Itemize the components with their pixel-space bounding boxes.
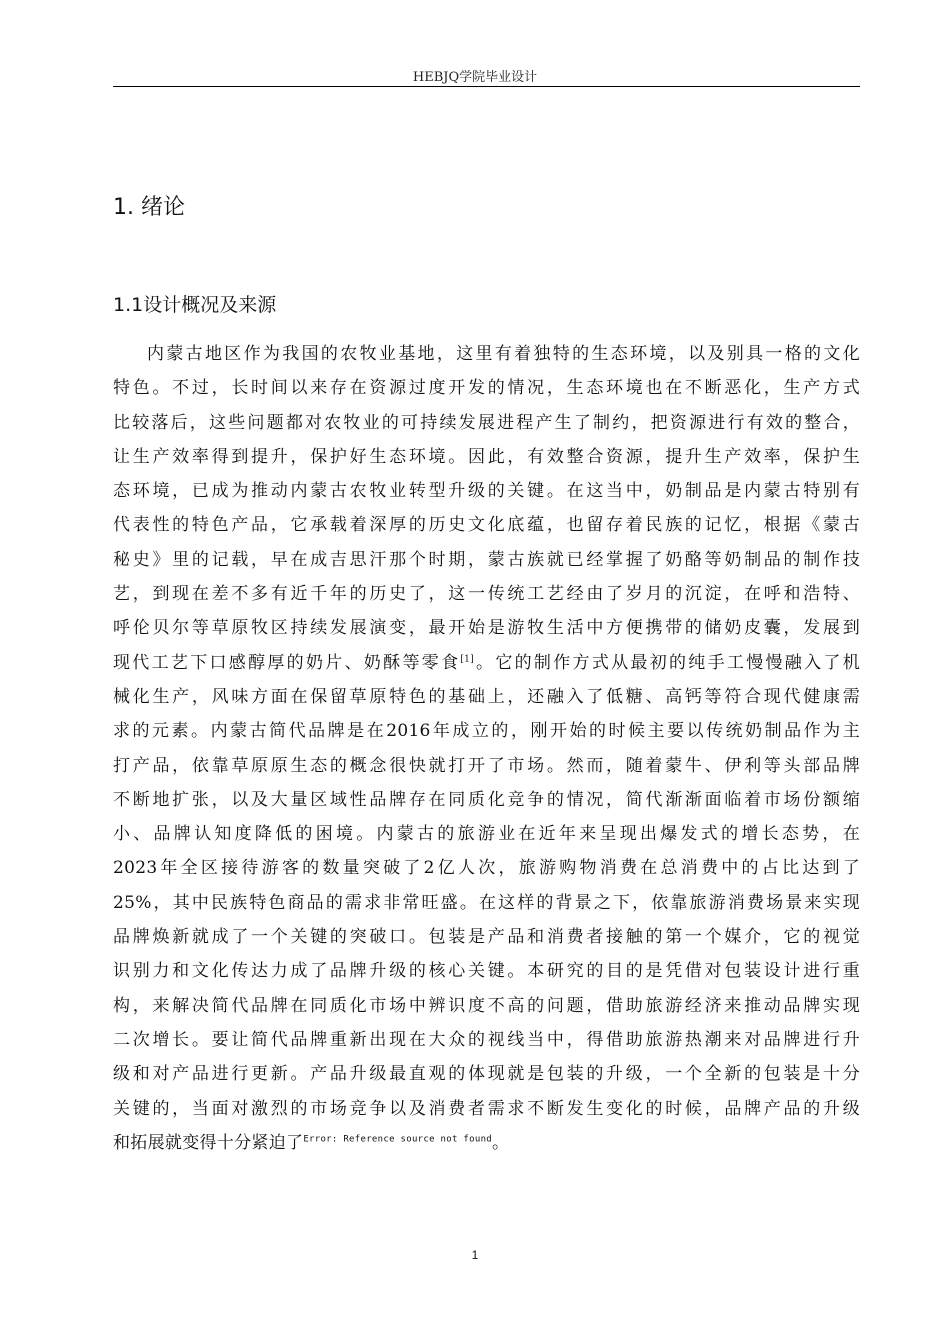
paragraph-line: 比较落后，这些问题都对农牧业的可持续发展进程产生了制约，把资源进行有效的整合， bbox=[113, 412, 860, 433]
paragraph-line: 代表性的特色产品，它承载着深厚的历史文化底蕴，也留存着民族的记忆，根据《蒙古 bbox=[113, 515, 860, 536]
reference-error-field[interactable]: Error: Reference source not found bbox=[303, 1134, 493, 1145]
citation-ref[interactable]: [1] bbox=[460, 654, 475, 665]
paragraph-line: 内蒙古地区作为我国的农牧业基地，这里有着独特的生态环境，以及别具一格的文化 bbox=[147, 344, 860, 364]
chapter-heading: 1. 绪论 bbox=[113, 195, 185, 220]
paragraph-line: 态环境，已成为推动内蒙古农牧业转型升级的关键。在这当中，奶制品是内蒙古特别有 bbox=[113, 481, 860, 502]
paragraph-line: 打产品，依靠草原原生态的概念很快就打开了市场。然而，随着蒙牛、伊利等头部品牌 bbox=[113, 755, 860, 776]
paragraph-line: 械化生产，风味方面在保留草原特色的基础上，还融入了低糖、高钙等符合现代健康需 bbox=[113, 686, 860, 707]
paragraph-end-punct: 。 bbox=[492, 1132, 510, 1153]
paragraph-line: 呼伦贝尔等草原牧区持续发展演变，最开始是游牧生活中方便携带的储奶皮囊，发展到 bbox=[113, 618, 860, 639]
paragraph-line: 25%，其中民族特色商品的需求非常旺盛。在这样的背景之下，依靠旅游消费场景来实现 bbox=[113, 892, 860, 913]
paragraph-line: 级和对产品进行更新。产品升级最直观的体现就是包装的升级，一个全新的包装是十分 bbox=[113, 1064, 860, 1085]
paragraph-line-with-citation bbox=[113, 646, 860, 680]
header-divider bbox=[113, 86, 860, 87]
paragraph-line: 不断地扩张，以及大量区域性品牌存在同质化竞争的情况，简代渐渐面临着市场份额缩 bbox=[113, 789, 860, 810]
paragraph-line: 识别力和文化传达力成了品牌升级的核心关键。本研究的目的是凭借对包装设计进行重 bbox=[113, 961, 860, 982]
paragraph-line: 小、品牌认知度降低的困境。内蒙古的旅游业在近年来呈现出爆发式的增长态势，在 bbox=[113, 824, 860, 845]
paragraph-last-line bbox=[113, 1126, 860, 1160]
paragraph-line: 关键的，当面对激烈的市场竞争以及消费者需求不断发生变化的时候，品牌产品的升级 bbox=[113, 1098, 860, 1119]
paragraph-line: 求的元素。内蒙古简代品牌是在2016年成立的，刚开始的时候主要以传统奶制品作为主 bbox=[113, 721, 860, 742]
paragraph-line: 艺，到现在差不多有近千年的历史了，这一传统工艺经由了岁月的沉淀，在呼和浩特、 bbox=[113, 584, 860, 605]
paragraph-line: 秘史》里的记载，早在成吉思汗那个时期，蒙古族就已经掌握了奶酪等奶制品的制作技 bbox=[113, 549, 860, 570]
body-paragraph bbox=[113, 337, 860, 1160]
page-header-title: HEBJQ学院毕业设计 bbox=[412, 70, 538, 85]
paragraph-line: 二次增长。要让简代品牌重新出现在大众的视线当中，得借助旅游热潮来对品牌进行升 bbox=[113, 1029, 860, 1050]
paragraph-line-text: 和拓展就变得十分紧迫了 bbox=[113, 1132, 304, 1153]
paragraph-line-text: 。它的制作方式从最初的纯手工慢慢融入了机 bbox=[474, 652, 860, 673]
paragraph-line-text: 现代工艺下口感醇厚的奶片、奶酥等零食 bbox=[113, 652, 461, 673]
section-heading: 1.1设计概况及来源 bbox=[113, 294, 277, 316]
paragraph-line: 2023年全区接待游客的数量突破了2亿人次，旅游购物消费在总消费中的占比达到了 bbox=[113, 858, 860, 879]
paragraph-line: 构，来解决简代品牌在同质化市场中辨识度不高的问题，借助旅游经济来推动品牌实现 bbox=[113, 995, 860, 1016]
page-number: 1 bbox=[471, 1248, 479, 1262]
paragraph-line: 品牌焕新就成了一个关键的突破口。包装是产品和消费者接触的第一个媒介，它的视觉 bbox=[113, 927, 860, 948]
paragraph-line: 让生产效率得到提升，保护好生态环境。因此，有效整合资源，提升生产效率，保护生 bbox=[113, 446, 860, 467]
paragraph-line: 特色。不过，长时间以来存在资源过度开发的情况，生态环境也在不断恶化，生产方式 bbox=[113, 378, 860, 399]
